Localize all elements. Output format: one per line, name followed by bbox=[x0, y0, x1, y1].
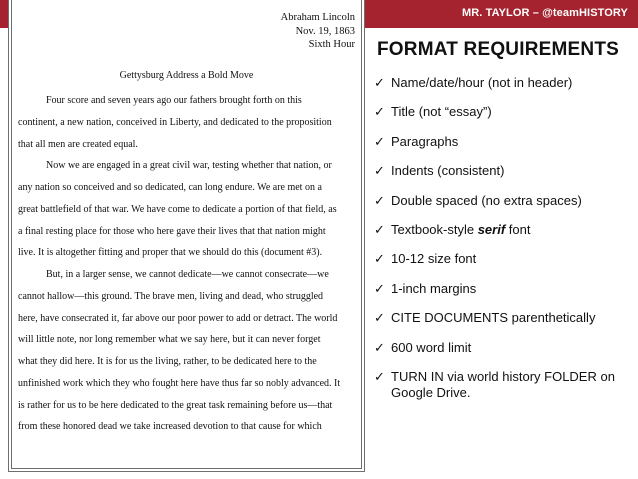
requirement-item bbox=[374, 222, 634, 238]
header-text: MR. TAYLOR – @teamHISTORY bbox=[461, 7, 628, 19]
essay-line: Now we are engaged in a great civil war, testing whether that nation, or bbox=[46, 160, 332, 172]
essay-line: from these honored dead we take increased devotion to that cause for which bbox=[18, 421, 322, 433]
requirement-item bbox=[374, 340, 634, 356]
class-hour: Sixth Hour bbox=[308, 39, 355, 50]
checkmark-icon: ✓ bbox=[374, 368, 385, 384]
checkmark-icon: ✓ bbox=[374, 133, 385, 149]
checkmark-icon: ✓ bbox=[374, 280, 385, 296]
requirement-text: 10-12 size font bbox=[391, 251, 477, 267]
checkmark-icon: ✓ bbox=[374, 75, 385, 90]
checkmark-icon: ✓ bbox=[374, 104, 385, 120]
essay-line: is rather for us to be here dedicated to the great task remaining before us—that bbox=[18, 399, 333, 411]
requirement-text: Indents (consistent) bbox=[391, 163, 505, 179]
checkmark-icon: ✓ bbox=[374, 192, 385, 208]
requirement-item bbox=[374, 104, 634, 120]
checkmark-icon: ✓ bbox=[374, 221, 385, 237]
requirement-text: TURN IN via world history FOLDER on Google Drive. bbox=[391, 368, 615, 400]
requirement-text: 1-inch margins bbox=[391, 280, 477, 296]
requirement-emphasis: serif bbox=[477, 221, 506, 237]
requirement-item bbox=[374, 251, 634, 267]
essay-line: But, in a larger sense, we cannot dedicate—we cannot consecrate—we bbox=[46, 269, 329, 280]
essay-line: great battlefield of that war. We have come to dedicate a portion of that field, as bbox=[18, 203, 337, 215]
essay-document bbox=[8, 0, 365, 472]
requirement-item bbox=[374, 193, 634, 209]
requirement-item bbox=[374, 75, 634, 91]
requirements-list bbox=[374, 75, 634, 414]
essay-line: here, have consecrated it, far above our poor power to add or detract. The world bbox=[18, 312, 338, 324]
checkmark-icon: ✓ bbox=[374, 339, 385, 355]
requirement-item bbox=[374, 310, 634, 326]
requirement-item bbox=[374, 134, 634, 150]
checkmark-icon: ✓ bbox=[374, 251, 385, 267]
essay-line: cannot hallow—this ground. The brave men, living and dead, who struggled bbox=[18, 290, 324, 302]
requirement-text: Title (not “essay”) bbox=[391, 104, 492, 120]
checkmark-icon: ✓ bbox=[374, 310, 385, 326]
requirement-item bbox=[374, 369, 634, 401]
requirement-text: font bbox=[505, 221, 531, 237]
document-heading-block bbox=[281, 11, 355, 52]
author-name: Abraham Lincoln bbox=[280, 12, 355, 23]
requirement-text: Double spaced (no extra spaces) bbox=[391, 192, 582, 208]
requirement-text: Paragraphs bbox=[391, 133, 459, 149]
requirement-text: 600 word limit bbox=[391, 339, 472, 355]
requirement-item bbox=[374, 281, 634, 297]
essay-line: a final resting place for those who here gave their lives that that nation might bbox=[18, 225, 326, 237]
essay-line: live. It is altogether fitting and proper that we should do this (document #3). bbox=[18, 247, 323, 259]
requirement-text: Name/date/hour (not in header) bbox=[391, 75, 573, 90]
essay-line: Four score and seven years ago our fathers brought forth on this bbox=[46, 95, 302, 106]
requirements-title: FORMAT REQUIREMENTS bbox=[377, 39, 619, 60]
essay-body bbox=[18, 90, 357, 438]
checkmark-icon: ✓ bbox=[374, 163, 385, 179]
essay-line: unfinished work which they who fought here have thus far so nobly advanced. It bbox=[18, 377, 341, 389]
essay-date: Nov. 19, 1863 bbox=[295, 25, 355, 37]
requirement-text: CITE DOCUMENTS parenthetically bbox=[391, 310, 596, 326]
essay-title: Gettysburg Address a Bold Move bbox=[119, 70, 254, 81]
requirement-text: Textbook-style bbox=[391, 221, 478, 237]
essay-line: that all men are created equal. bbox=[18, 138, 138, 150]
requirement-item bbox=[374, 163, 634, 179]
essay-line: continent, a new nation, conceived in Liberty, and dedicated to the proposition bbox=[18, 116, 332, 128]
essay-line: any nation so conceived and so dedicated, can long endure. We are met on a bbox=[18, 182, 322, 193]
essay-line: will little note, nor long remember what we say here, but it can never forget bbox=[18, 334, 321, 346]
essay-line: what they did here. It is for us the living, rather, to be dedicated here to the bbox=[18, 356, 317, 367]
